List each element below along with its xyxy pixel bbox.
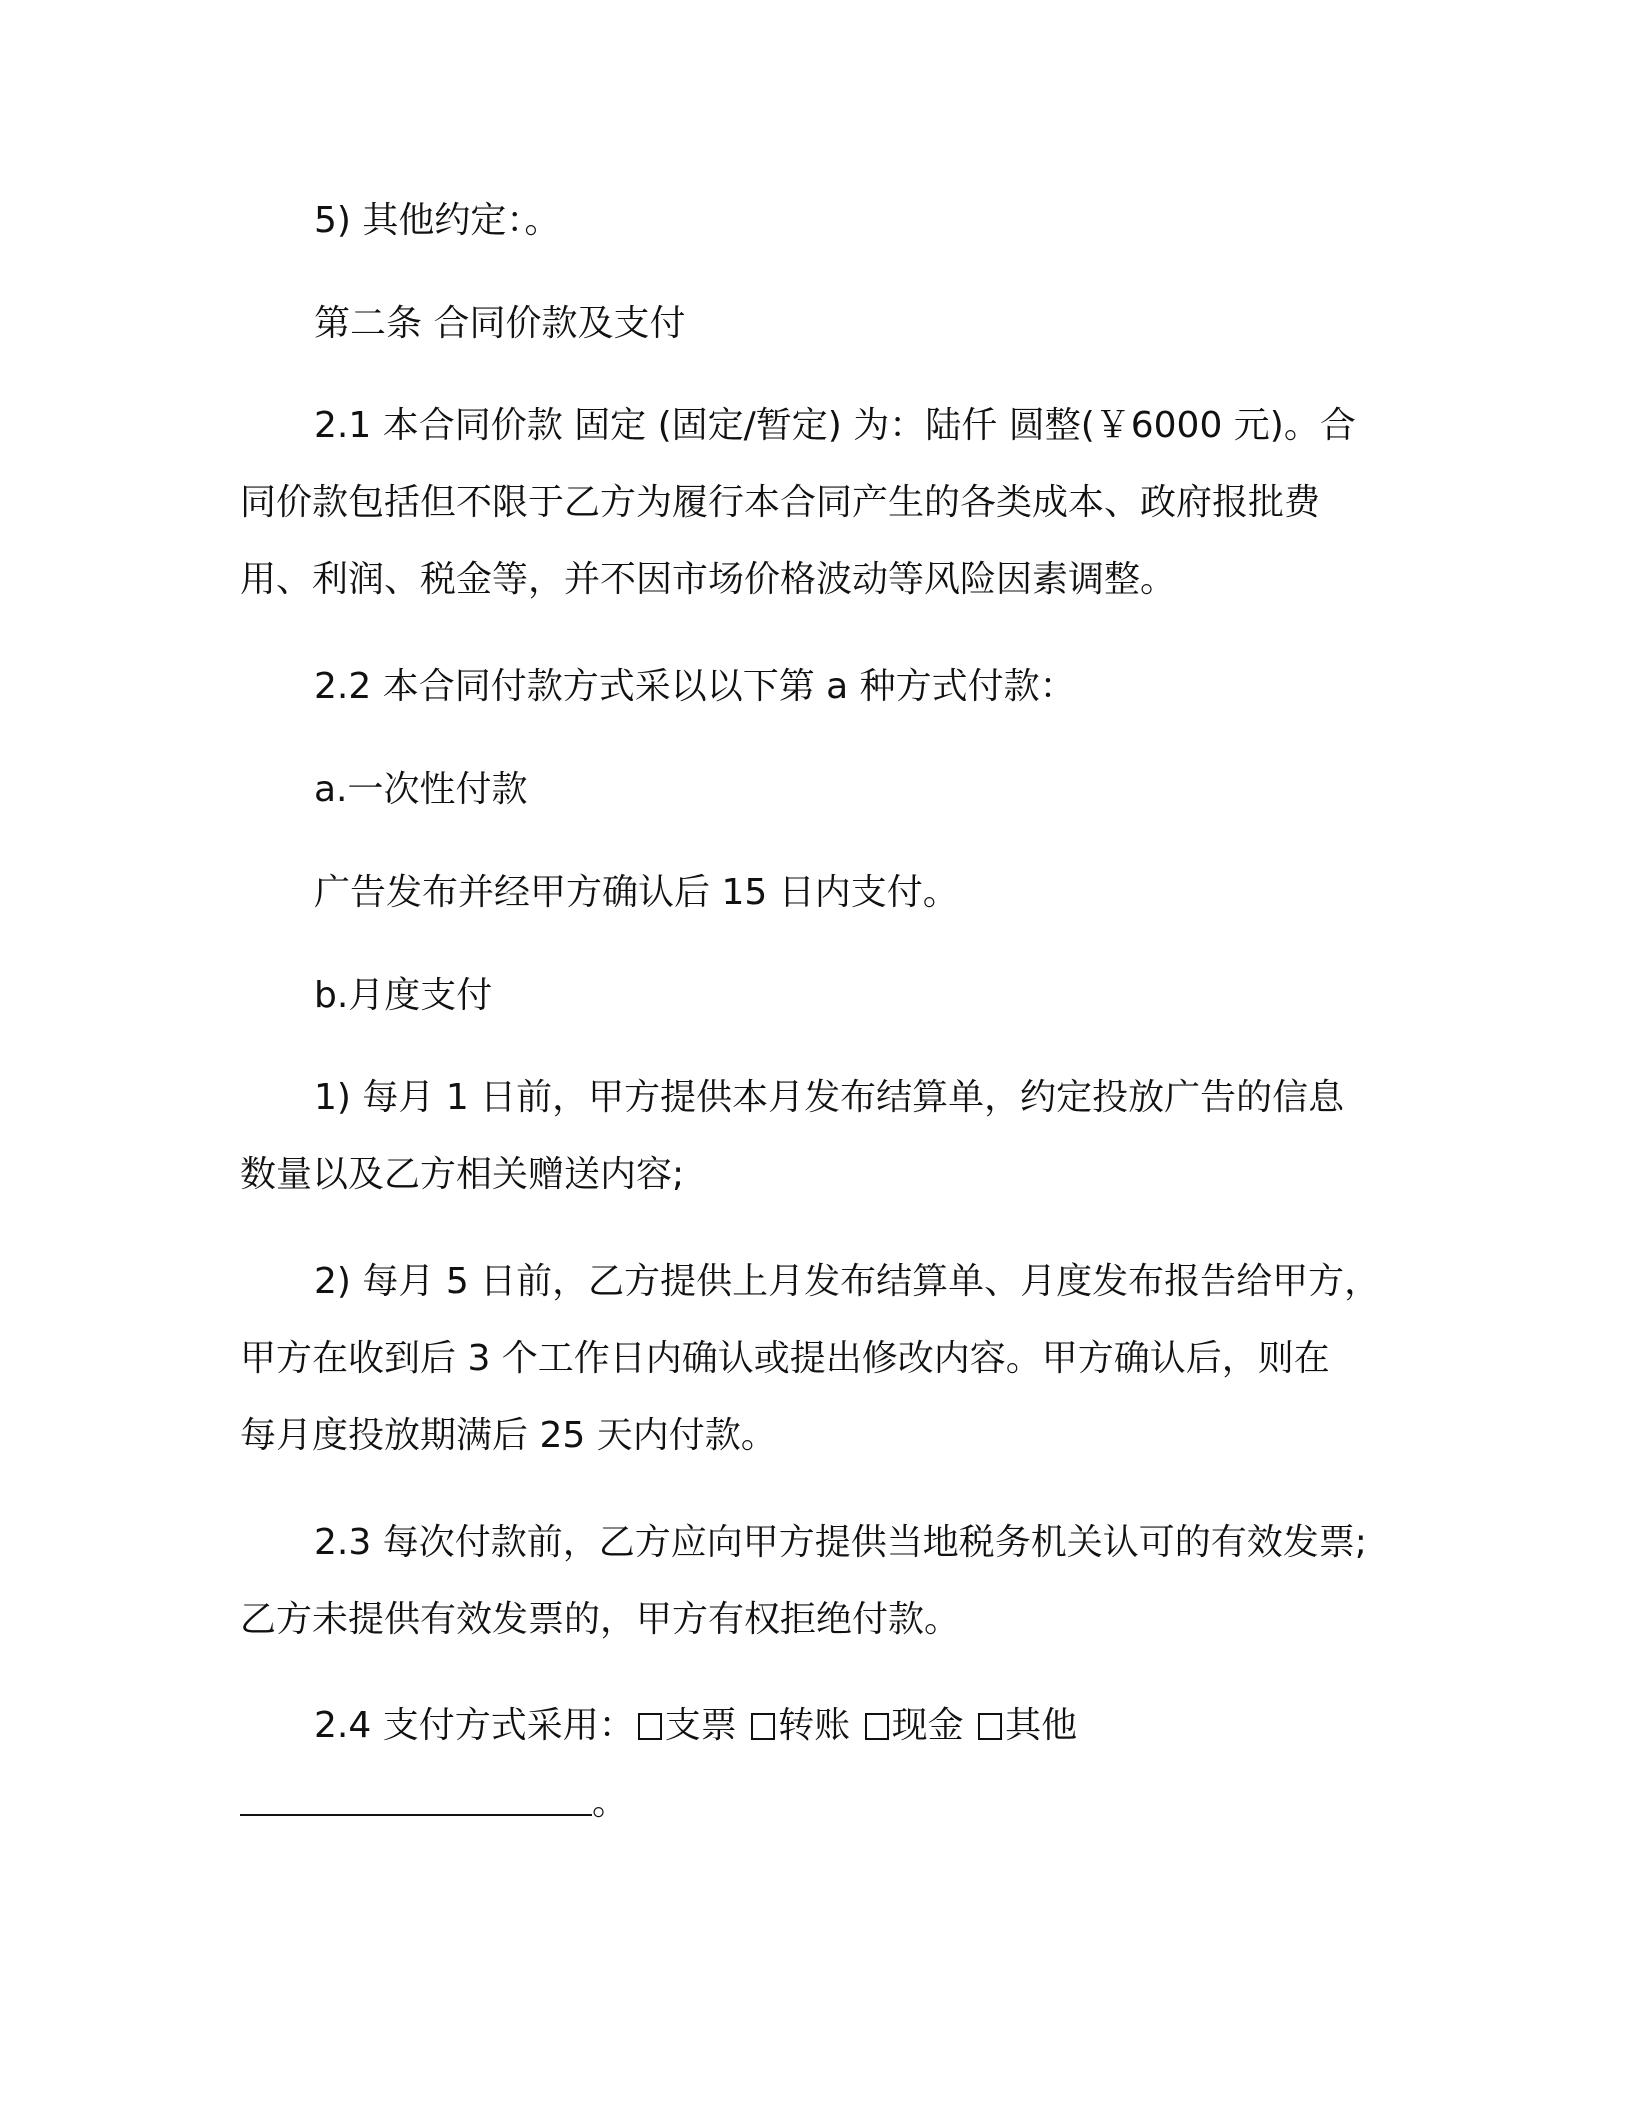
clause-2-3 [240, 1504, 1400, 1658]
clause-2-4-line-1 [240, 1687, 1400, 1764]
clause-2-4-suffix: 。 [592, 1782, 629, 1823]
option-b-item-2 [240, 1243, 1400, 1474]
clause-2-3-line-1: 2.3 每次付款前，乙方应向甲方提供当地税务机关认可的有效发票; [314, 1522, 1367, 1563]
clause-2-1-line-3: 用、利润、税金等，并不因市场价格波动等风险因素调整。 [240, 559, 1177, 600]
article-two-heading: 第二条 合同价款及支付 [314, 303, 686, 344]
checkbox-cash[interactable] [865, 1713, 889, 1740]
option-b-item-1-line-2: 数量以及乙方相关赠送内容; [240, 1154, 685, 1195]
option-other-label: 其他 [1005, 1705, 1078, 1746]
option-b-item-1 [240, 1059, 1400, 1213]
clause-2-3-line-2: 乙方未提供有效发票的，甲方有权拒绝付款。 [240, 1599, 961, 1640]
option-a-detail: 广告发布并经甲方确认后 15 日内支付。 [314, 872, 959, 913]
option-cash-label: 现金 [891, 1705, 964, 1746]
option-b-item-2-line-2: 甲方在收到后 3 个工作日内确认或提出修改内容。甲方确认后，则在 [240, 1338, 1330, 1379]
option-transfer-label: 转账 [778, 1705, 851, 1746]
clause-2-1-line-1: 2.1 本合同价款 固定 (固定/暂定) 为：陆仟 圆整(￥6000 元)。合 [314, 405, 1356, 446]
clause-other-agreement: 5) 其他约定：。 [314, 200, 561, 241]
option-b-item-2-line-1: 2) 每月 5 日前，乙方提供上月发布结算单、月度发布报告给甲方， [314, 1261, 1381, 1302]
clause-2-2: 2.2 本合同付款方式采以以下第 a 种方式付款： [314, 666, 1076, 707]
option-cheque-label: 支票 [664, 1705, 737, 1746]
option-b-label: b.月度支付 [314, 975, 493, 1016]
option-b-item-1-line-1: 1) 每月 1 日前，甲方提供本月发布结算单，约定投放广告的信息 [314, 1077, 1345, 1118]
clause-2-1 [240, 387, 1400, 618]
clause-2-4-line-2 [240, 1764, 1400, 1841]
option-b-item-2-line-3: 每月度投放期满后 25 天内付款。 [240, 1415, 777, 1456]
clause-2-4-prefix: 2.4 支付方式采用： [314, 1705, 635, 1746]
option-a-label: a.一次性付款 [314, 769, 528, 810]
checkbox-other[interactable] [978, 1713, 1002, 1740]
other-method-blank[interactable] [240, 1788, 592, 1816]
clause-2-1-line-2: 同价款包括但不限于乙方为履行本合同产生的各类成本、政府报批费 [240, 482, 1321, 523]
checkbox-transfer[interactable] [751, 1713, 775, 1740]
clause-2-4 [240, 1687, 1400, 1841]
checkbox-cheque[interactable] [638, 1713, 662, 1740]
